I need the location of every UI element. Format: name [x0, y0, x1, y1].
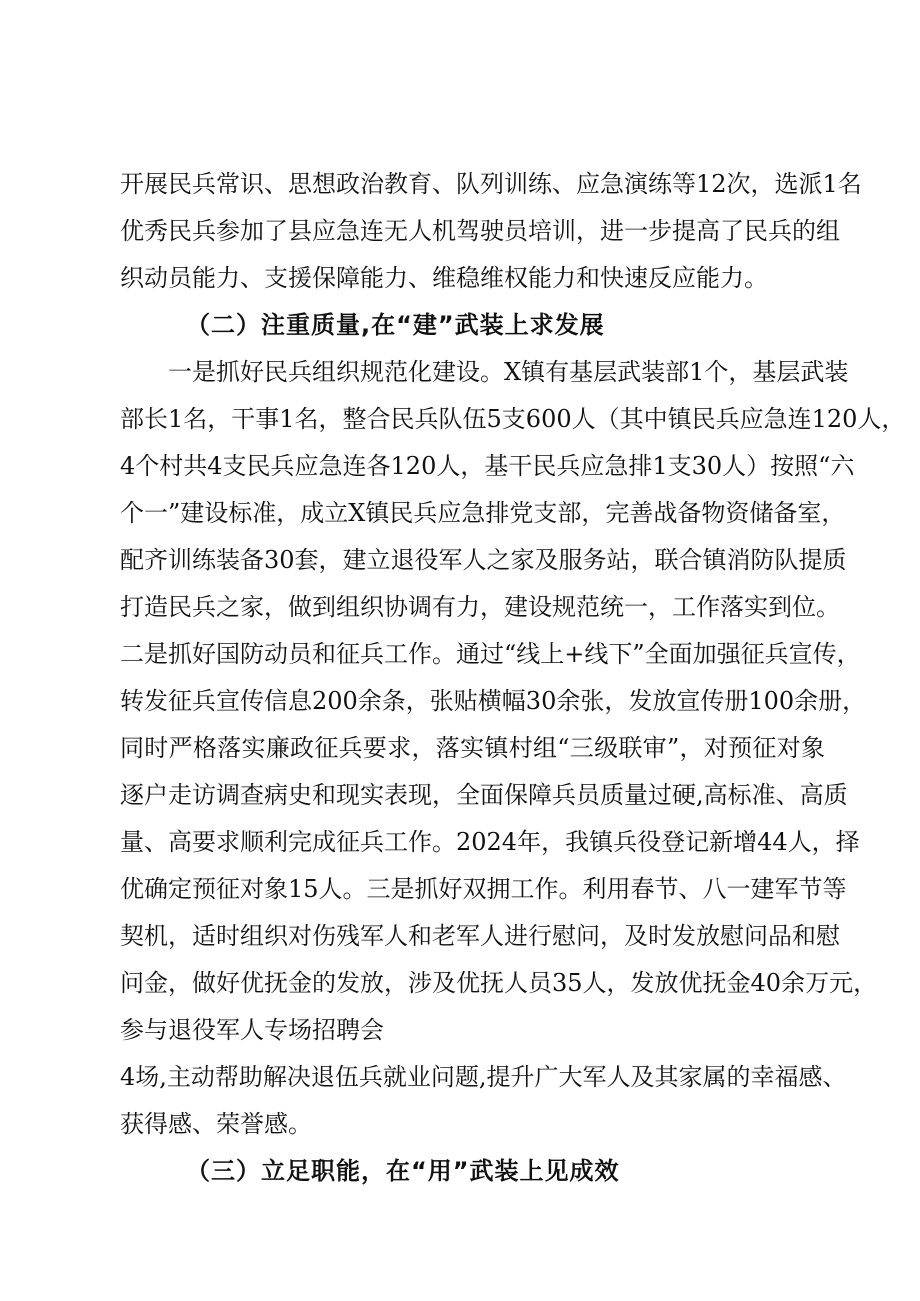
paragraph-line: 转发征兵宣传信息200余条，张贴横幅30余张，发放宣传册100余册， — [120, 687, 867, 715]
paragraph-line: 问金，做好优抚金的发放，涉及优抚人员35人，发放优抚金40余万元， — [120, 969, 878, 997]
paragraph-line: 织动员能力、支援保障能力、维稳维权能力和快速反应能力。 — [120, 264, 768, 292]
paragraph-line: 开展民兵常识、思想政治教育、队列训练、应急演练等12次，选派1名 — [120, 170, 862, 198]
paragraph-line: 优秀民兵参加了县应急连无人机驾驶员培训，进一步提高了民兵的组 — [120, 217, 840, 245]
paragraph-line: 配齐训练装备30套，建立退役军人之家及服务站，联合镇消防队提质 — [120, 546, 847, 574]
section-heading-2: （二）注重质量,在“建”武装上求发展 — [186, 311, 605, 339]
paragraph-line: 契机，适时组织对伤残军人和老军人进行慰问，及时发放慰问品和慰 — [120, 922, 840, 950]
paragraph-line: 同时严格落实廉政征兵要求，落实镇村组“三级联审”，对预征对象 — [120, 734, 825, 762]
paragraph-line: 二是抓好国防动员和征兵工作。通过“线上+线下”全面加强征兵宣传， — [120, 640, 861, 668]
paragraph-line: 优确定预征对象15人。三是抓好双拥工作。利用春节、八一建军节等 — [120, 875, 847, 903]
paragraph-line: 个一”建设标准，成立X镇民兵应急排党支部，完善战备物资储备室， — [120, 499, 846, 527]
paragraph-line: 获得感、荣誉感。 — [120, 1110, 312, 1138]
paragraph-line: 参与退役军人专场招聘会 — [120, 1016, 384, 1044]
paragraph-line: 打造民兵之家，做到组织协调有力，建设规范统一，工作落实到位。 — [120, 593, 840, 621]
section-heading-3: （三）立足职能，在“用”武装上见成效 — [186, 1157, 620, 1185]
paragraph-line: 逐户走访调查病史和现实表现，全面保障兵员质量过硬,高标准、高质 — [120, 781, 848, 809]
paragraph-line: 一是抓好民兵组织规范化建设。X镇有基层武装部1个，基层武装 — [168, 358, 849, 386]
paragraph-line: 4个村共4支民兵应急连各120人，基干民兵应急排1支30人）按照“六 — [120, 452, 855, 480]
paragraph-line: 部长1名，干事1名，整合民兵队伍5支600人（其中镇民兵应急连120人， — [120, 405, 906, 433]
paragraph-line: 4场,主动帮助解决退伍兵就业问题,提升广大军人及其家属的幸福感、 — [120, 1063, 847, 1091]
paragraph-line: 量、高要求顺利完成征兵工作。2024年，我镇兵役登记新增44人，择 — [120, 828, 860, 856]
